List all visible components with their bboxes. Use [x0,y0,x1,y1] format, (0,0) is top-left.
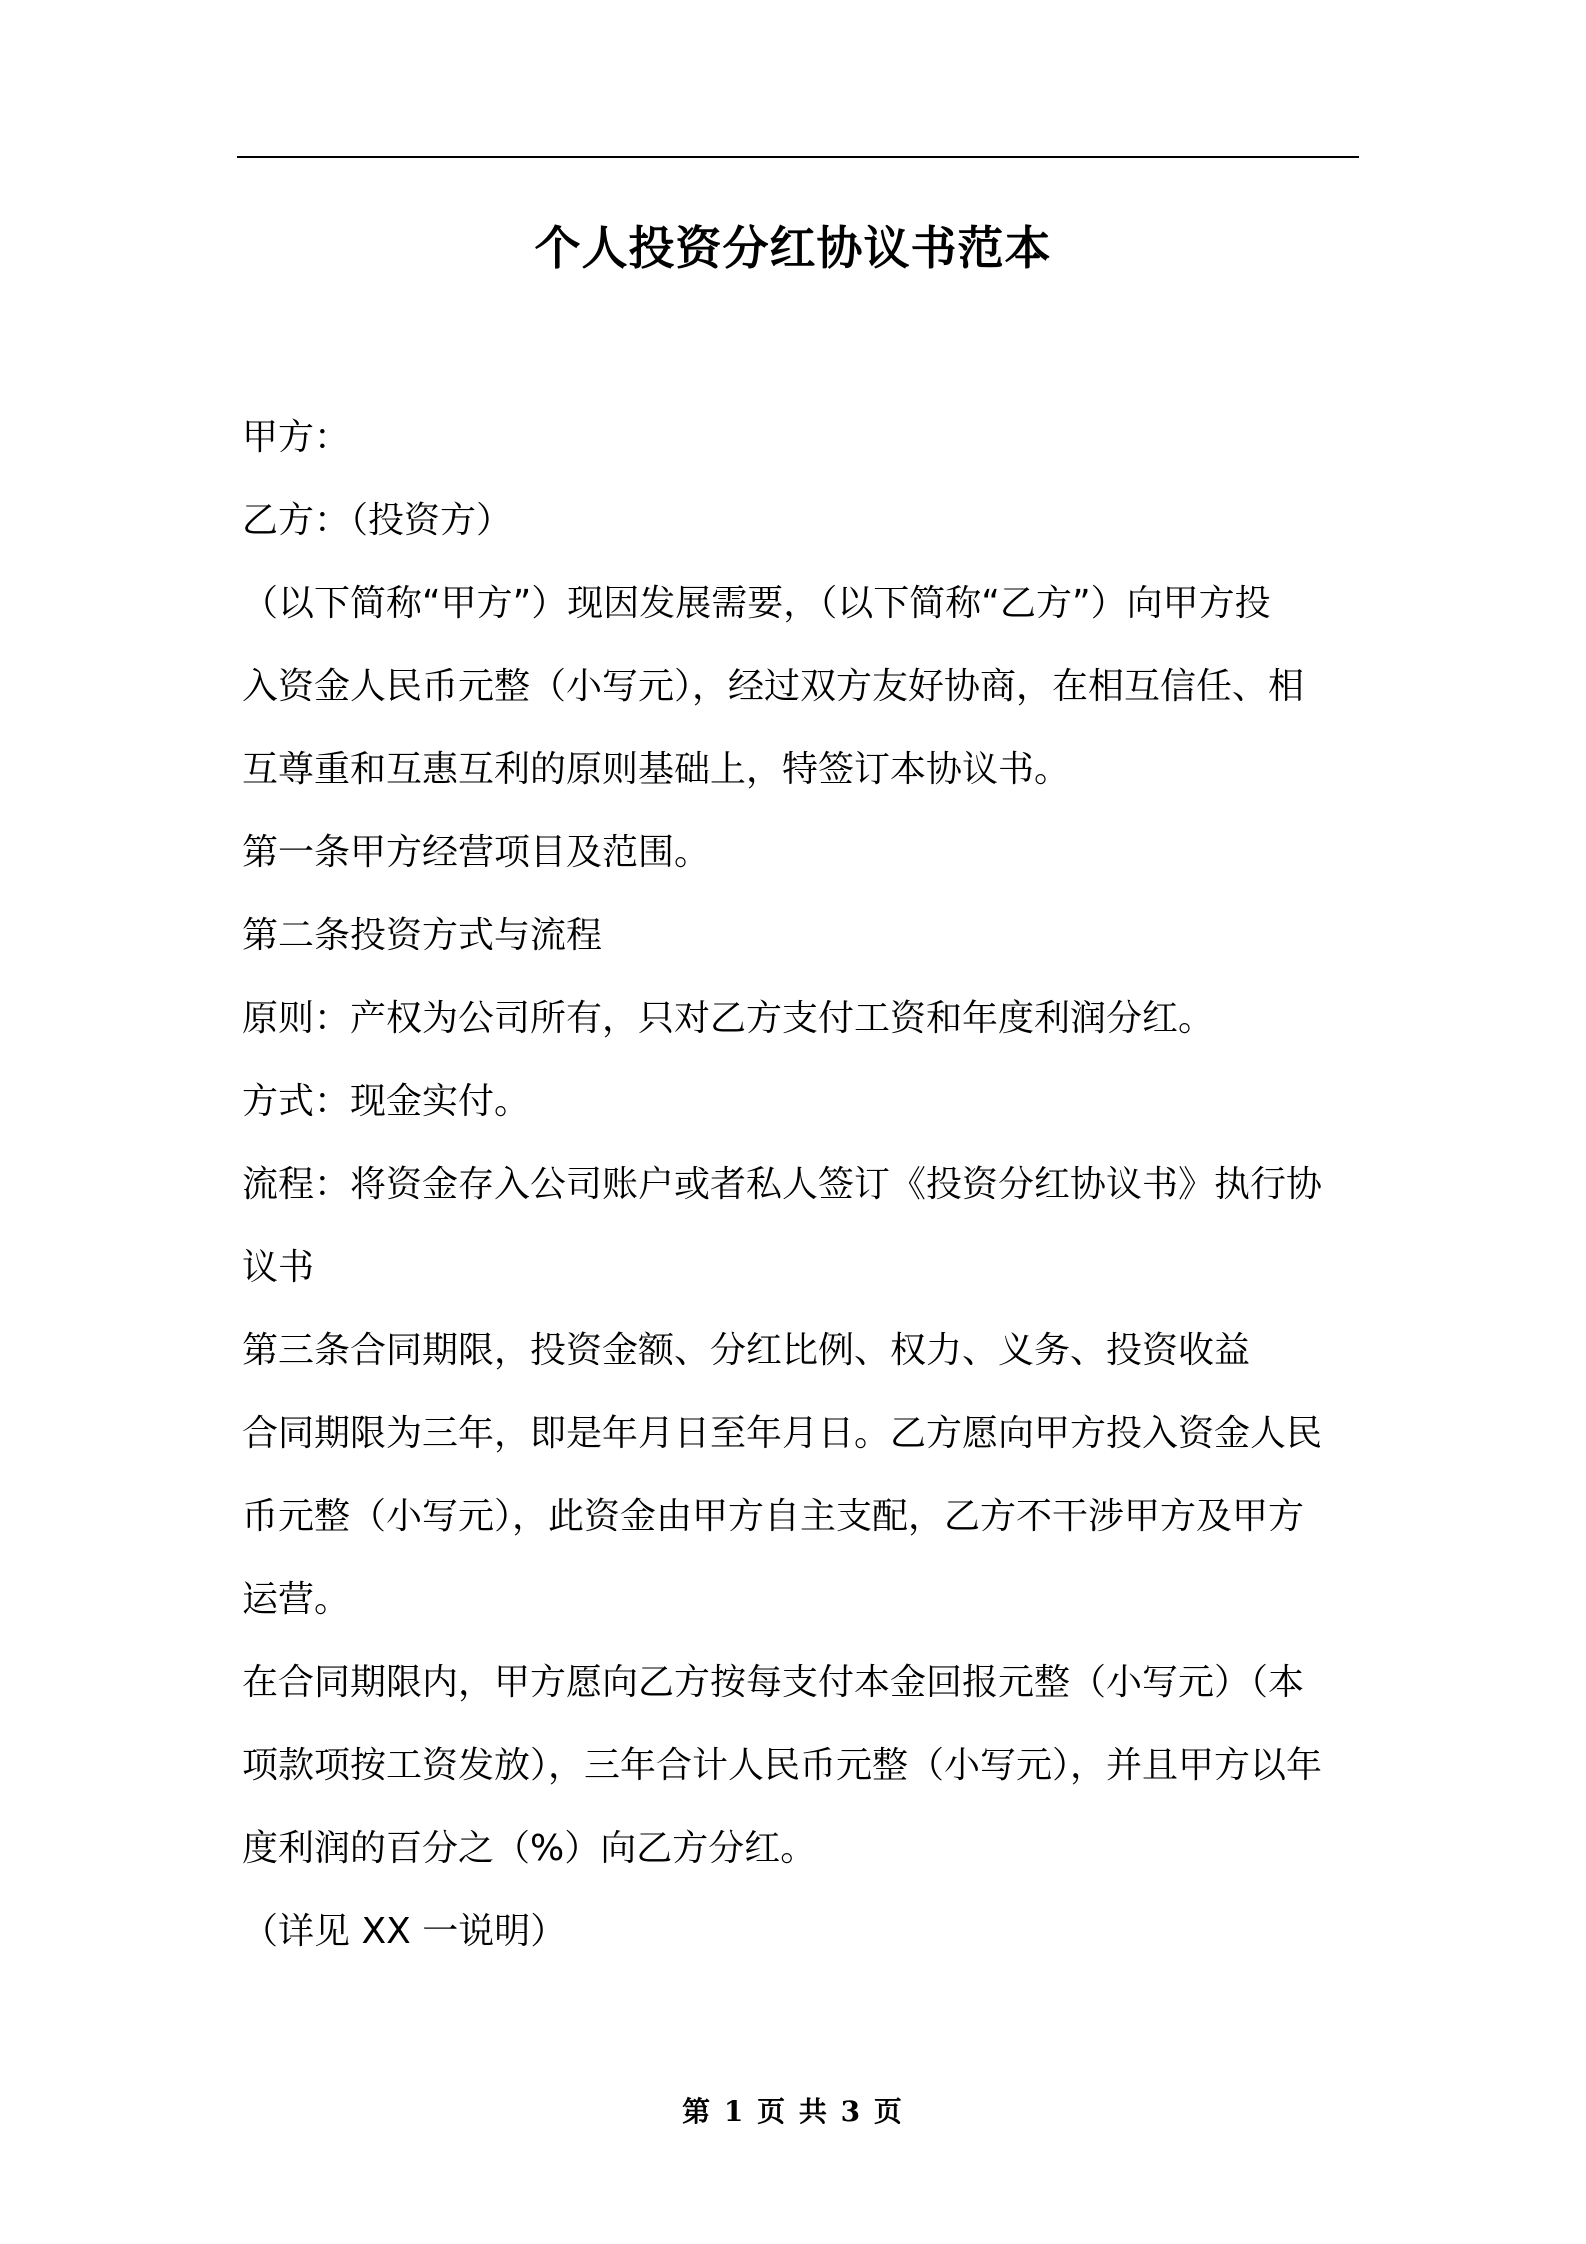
party-b-line: 乙方：（投资方） [242,500,513,541]
preamble-line-1: （以下简称“甲方”）现因发展需要，（以下简称“乙方”）向甲方投 [242,583,1271,624]
page-number: 第 1 页 共 3 页 [682,2095,904,2128]
term-line-2: 币元整（小写元），此资金由甲方自主支配，乙方不干涉甲方及甲方 [242,1496,1305,1537]
article-1-heading: 第一条甲方经营项目及范围。 [242,832,711,873]
principle-line: 原则：产权为公司所有，只对乙方支付工资和年度利润分红。 [242,998,1215,1039]
header-rule [237,156,1359,158]
document-body [242,396,1364,1973]
term-line-3: 运营。 [242,1579,351,1620]
see-note-line: （详见 XX 一说明） [242,1911,567,1952]
article-2-heading: 第二条投资方式与流程 [242,915,603,956]
method-line: 方式：现金实付。 [242,1081,531,1122]
return-line-1: 在合同期限内，甲方愿向乙方按每支付本金回报元整（小写元）（本 [242,1662,1305,1703]
party-a-line: 甲方： [242,417,351,458]
process-line-2: 议书 [242,1247,315,1288]
term-line-1: 合同期限为三年，即是年月日至年月日。乙方愿向甲方投入资金人民 [242,1413,1323,1454]
article-3-heading: 第三条合同期限，投资金额、分红比例、权力、义务、投资收益 [242,1330,1251,1371]
document-title: 个人投资分红协议书范本 [534,221,1052,275]
preamble-line-2: 入资金人民币元整（小写元），经过双方友好协商，在相互信任、相 [242,666,1305,707]
return-line-2: 项款项按工资发放），三年合计人民币元整（小写元），并且甲方以年 [242,1745,1323,1786]
return-line-3: 度利润的百分之（%）向乙方分红。 [242,1828,817,1869]
preamble-line-3: 互尊重和互惠互利的原则基础上，特签订本协议书。 [242,749,1071,790]
process-line-1: 流程：将资金存入公司账户或者私人签订《投资分红协议书》执行协 [242,1164,1323,1205]
